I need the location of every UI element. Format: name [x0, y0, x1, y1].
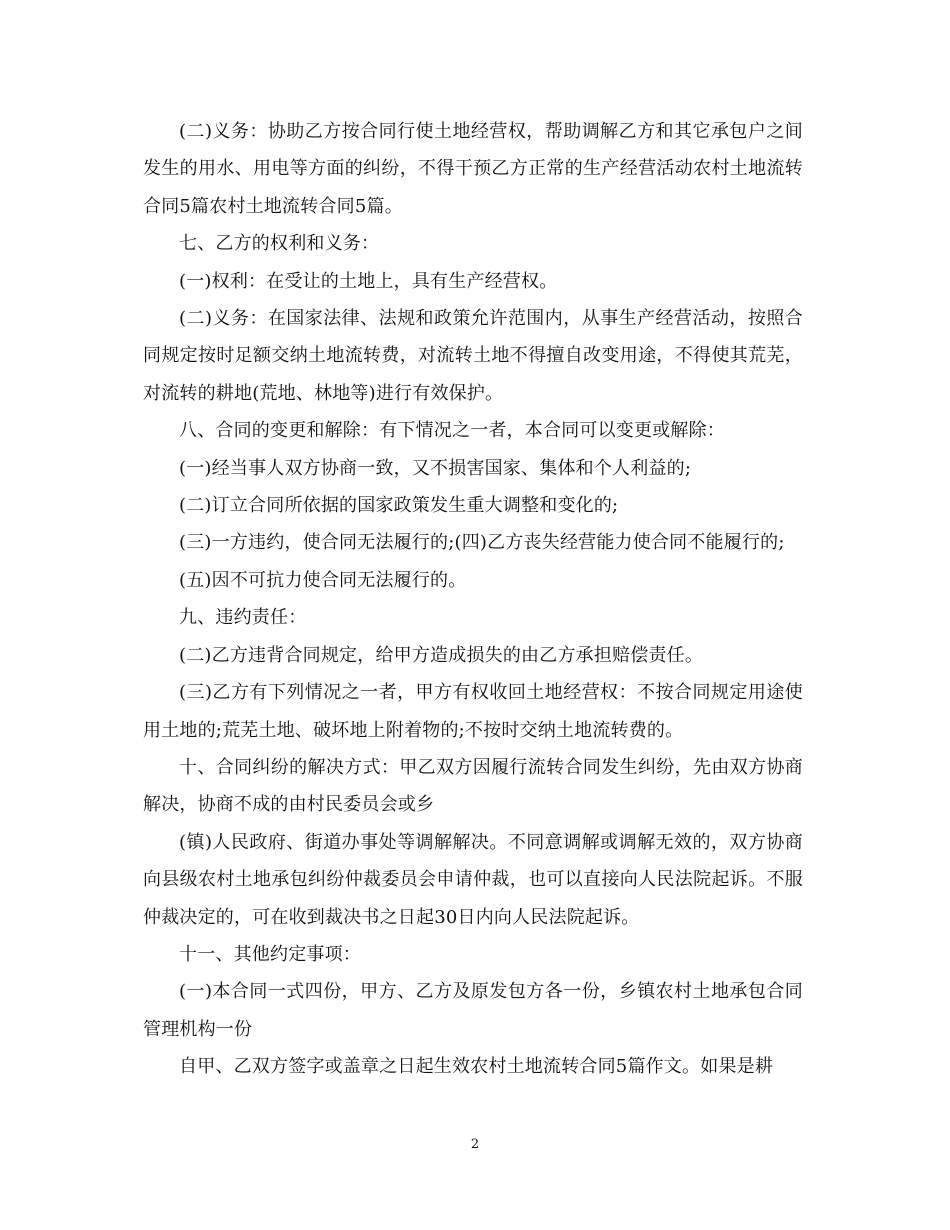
page-number: 2 [470, 1137, 480, 1152]
paragraph-effective-date: 自甲、乙双方签字或盖章之日起生效农村土地流转合同5篇作文。如果是耕 [179, 1056, 774, 1078]
paragraph-party-b-obligations: (二)义务：在国家法律、法规和政策允许范围内，从事生产经营活动，按照合同规定按时足额交纳土地流转费，对流转土地不得擅自改变用途，不得使其荒芜，对流转的耕地(荒地、林地等)进行有效保护。 [143, 308, 803, 404]
paragraph-party-b-rights: (一)权利：在受让的土地上，具有生产经营权。 [179, 270, 558, 292]
paragraph-breach-item-2: (二)乙方违背合同规定，给甲方造成损失的由乙方承担赔偿责任。 [179, 644, 704, 666]
paragraph-change-item-1: (一)经当事人双方协商一致，又不损害国家、集体和个人利益的; [179, 457, 692, 479]
heading-contract-change: 八、合同的变更和解除：有下情况之一者，本合同可以变更或解除： [179, 420, 725, 442]
paragraph-change-item-5: (五)因不可抗力使合同无法履行的。 [179, 569, 467, 591]
heading-breach-liability: 九、违约责任： [179, 607, 307, 629]
paragraph-change-item-3-4: (三)一方违约，使合同无法履行的;(四)乙方丧失经营能力使合同不能履行的; [179, 532, 785, 554]
paragraph-obligations-party-a: (二)义务：协助乙方按合同行使土地经营权，帮助调解乙方和其它承包户之间发生的用水、用电等方面的纠纷，不得干预乙方正常的生产经营活动农村土地流转合同5篇农村土地流转合同5篇。 [143, 121, 803, 217]
paragraph-dispute-resolution: (镇)人民政府、街道办事处等调解解决。不同意调解或调解无效的，双方协商向县级农村土地承包纠纷仲裁委员会申请仲裁，也可以直接向人民法院起诉。不服仲裁决定的，可在收到裁决书之日起30日内向人民法院起诉。 [143, 831, 803, 928]
document-body [143, 113, 803, 1086]
paragraph-breach-item-3: (三)乙方有下列情况之一者，甲方有权收回土地经营权：不按合同规定用途使用土地的;荒芜土地、破坏地上附着物的;不按时交纳土地流转费的。 [143, 682, 803, 741]
paragraph-other-item-1: (一)本合同一式四份，甲方、乙方及原发包方各一份，乡镇农村土地承包合同管理机构一份 [143, 981, 803, 1040]
paragraph-change-item-2: (二)订立合同所依据的国家政策发生重大调整和变化的; [179, 495, 619, 517]
heading-other-matters: 十一、其他约定事项： [179, 943, 361, 965]
heading-dispute-resolution: 十、合同纠纷的解决方式：甲乙双方因履行流转合同发生纠纷，先由双方协商解决，协商不成的由村民委员会或乡 [143, 756, 803, 816]
heading-party-b-rights: 七、乙方的权利和义务： [179, 233, 380, 255]
